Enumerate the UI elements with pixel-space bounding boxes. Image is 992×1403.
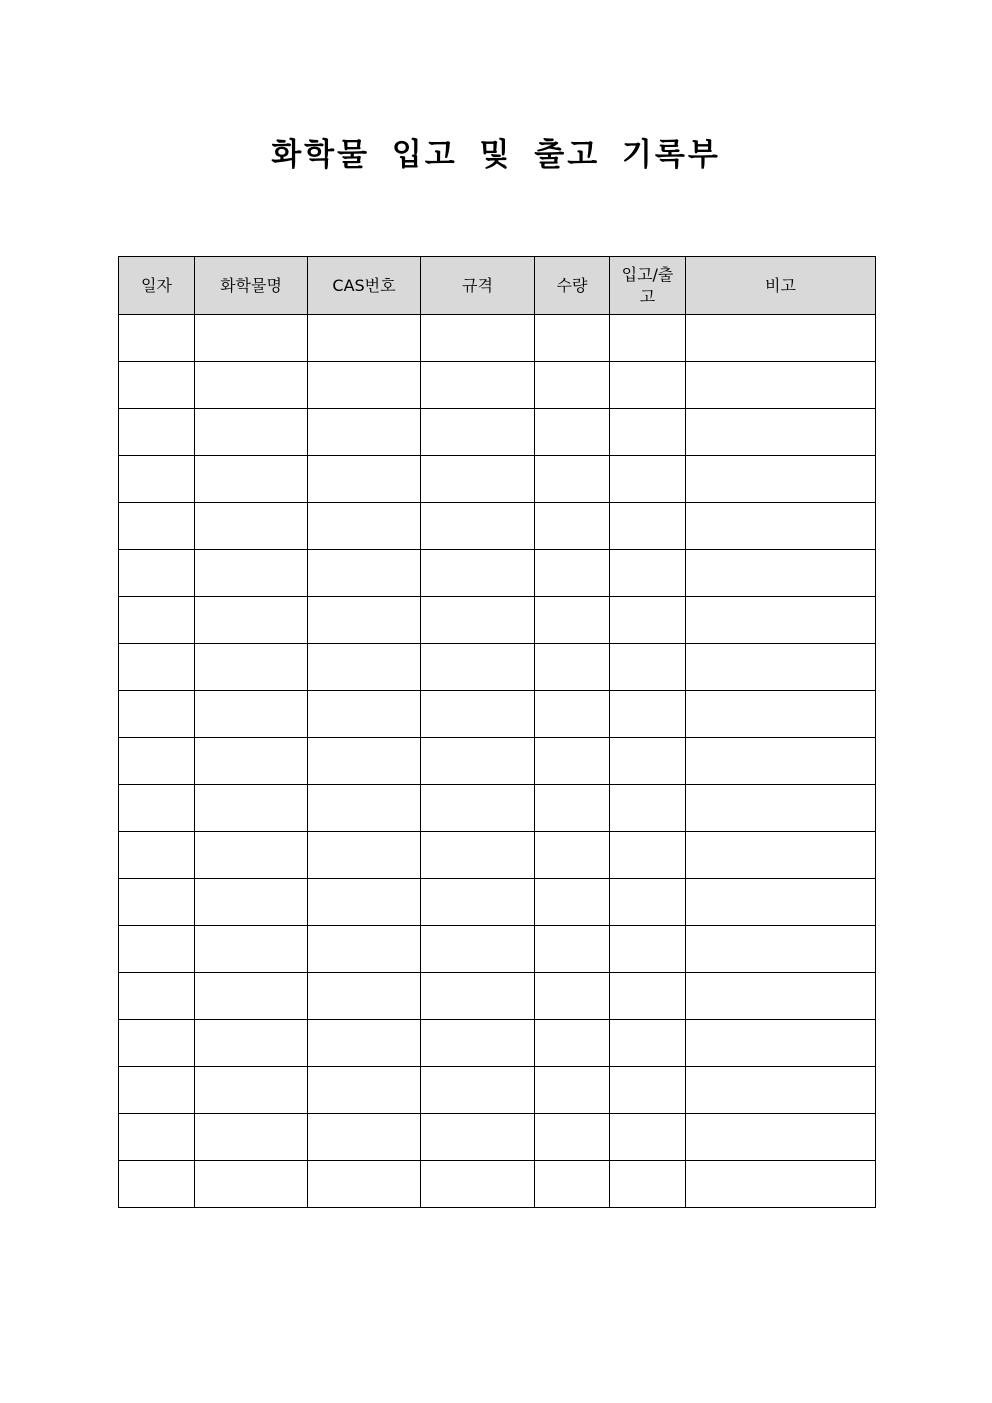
cell-chemical-name[interactable] [195,456,308,503]
cell-specification[interactable] [421,597,535,644]
cell-specification[interactable] [421,315,535,362]
cell-specification[interactable] [421,456,535,503]
cell-specification[interactable] [421,1161,535,1208]
cell-quantity[interactable] [535,691,610,738]
cell-cas-number[interactable] [308,973,421,1020]
cell-date[interactable] [119,1067,195,1114]
cell-specification[interactable] [421,738,535,785]
cell-cas-number[interactable] [308,1067,421,1114]
cell-cas-number[interactable] [308,785,421,832]
cell-specification[interactable] [421,1114,535,1161]
cell-remarks[interactable] [686,1161,876,1208]
cell-chemical-name[interactable] [195,315,308,362]
cell-chemical-name[interactable] [195,1114,308,1161]
table-row [119,973,876,1020]
cell-cas-number[interactable] [308,1114,421,1161]
cell-quantity[interactable] [535,644,610,691]
cell-quantity[interactable] [535,315,610,362]
cell-remarks[interactable] [686,315,876,362]
cell-date[interactable] [119,691,195,738]
table-row [119,785,876,832]
cell-cas-number[interactable] [308,409,421,456]
cell-quantity[interactable] [535,1067,610,1114]
cell-remarks[interactable] [686,503,876,550]
table-body [119,315,876,1208]
cell-in-out[interactable] [610,973,686,1020]
cell-date[interactable] [119,550,195,597]
cell-in-out[interactable] [610,550,686,597]
cell-remarks[interactable] [686,362,876,409]
cell-chemical-name[interactable] [195,879,308,926]
cell-quantity[interactable] [535,409,610,456]
header-date: 일자 [119,257,195,315]
cell-cas-number[interactable] [308,738,421,785]
cell-cas-number[interactable] [308,691,421,738]
cell-in-out[interactable] [610,1067,686,1114]
cell-in-out[interactable] [610,691,686,738]
cell-cas-number[interactable] [308,456,421,503]
cell-chemical-name[interactable] [195,550,308,597]
cell-quantity[interactable] [535,362,610,409]
cell-cas-number[interactable] [308,597,421,644]
cell-remarks[interactable] [686,832,876,879]
cell-in-out[interactable] [610,738,686,785]
table-row [119,738,876,785]
cell-quantity[interactable] [535,879,610,926]
cell-date[interactable] [119,644,195,691]
cell-remarks[interactable] [686,550,876,597]
cell-remarks[interactable] [686,785,876,832]
cell-quantity[interactable] [535,550,610,597]
table-row [119,832,876,879]
cell-in-out[interactable] [610,926,686,973]
header-in-out [610,257,686,315]
cell-specification[interactable] [421,785,535,832]
cell-in-out[interactable] [610,1020,686,1067]
table-header-row [119,257,876,315]
page-title: 화학물 입고 및 출고 기록부 [271,137,721,173]
cell-remarks[interactable] [686,973,876,1020]
cell-chemical-name[interactable] [195,409,308,456]
cell-date[interactable] [119,1020,195,1067]
cell-date[interactable] [119,503,195,550]
cell-cas-number[interactable] [308,362,421,409]
cell-date[interactable] [119,832,195,879]
cell-quantity[interactable] [535,832,610,879]
cell-cas-number[interactable] [308,832,421,879]
cell-in-out[interactable] [610,1161,686,1208]
cell-remarks[interactable] [686,597,876,644]
table-row [119,550,876,597]
table-row [119,362,876,409]
cell-quantity[interactable] [535,597,610,644]
cell-specification[interactable] [421,973,535,1020]
cell-quantity[interactable] [535,1114,610,1161]
cell-cas-number[interactable] [308,315,421,362]
cell-in-out[interactable] [610,456,686,503]
header-in-out-label: 입고/출고 [621,264,674,306]
cell-remarks[interactable] [686,1114,876,1161]
cell-date[interactable] [119,926,195,973]
cell-quantity[interactable] [535,456,610,503]
cell-quantity[interactable] [535,503,610,550]
cell-in-out[interactable] [610,362,686,409]
table-row [119,691,876,738]
cell-chemical-name[interactable] [195,362,308,409]
cell-specification[interactable] [421,1067,535,1114]
cell-chemical-name[interactable] [195,926,308,973]
cell-chemical-name[interactable] [195,832,308,879]
cell-date[interactable] [119,456,195,503]
table-row [119,1114,876,1161]
cell-specification[interactable] [421,550,535,597]
cell-quantity[interactable] [535,1161,610,1208]
cell-date[interactable] [119,409,195,456]
cell-remarks[interactable] [686,738,876,785]
cell-in-out[interactable] [610,1114,686,1161]
cell-date[interactable] [119,1114,195,1161]
cell-quantity[interactable] [535,926,610,973]
cell-quantity[interactable] [535,1020,610,1067]
cell-remarks[interactable] [686,691,876,738]
cell-specification[interactable] [421,503,535,550]
cell-remarks[interactable] [686,644,876,691]
header-chemical-name: 화학물명 [195,257,308,315]
cell-cas-number[interactable] [308,926,421,973]
table-row [119,879,876,926]
cell-in-out[interactable] [610,785,686,832]
cell-specification[interactable] [421,1020,535,1067]
cell-date[interactable] [119,1161,195,1208]
cell-in-out[interactable] [610,503,686,550]
cell-specification[interactable] [421,362,535,409]
table-row [119,315,876,362]
header-remarks: 비고 [686,257,876,315]
table-row [119,1067,876,1114]
table-row [119,503,876,550]
cell-date[interactable] [119,362,195,409]
cell-chemical-name[interactable] [195,644,308,691]
cell-in-out[interactable] [610,315,686,362]
table-row [119,644,876,691]
cell-specification[interactable] [421,879,535,926]
cell-specification[interactable] [421,832,535,879]
cell-in-out[interactable] [610,597,686,644]
cell-cas-number[interactable] [308,644,421,691]
cell-remarks[interactable] [686,1067,876,1114]
cell-remarks[interactable] [686,1020,876,1067]
cell-date[interactable] [119,879,195,926]
cell-date[interactable] [119,738,195,785]
cell-chemical-name[interactable] [195,785,308,832]
cell-chemical-name[interactable] [195,503,308,550]
cell-in-out[interactable] [610,832,686,879]
cell-in-out[interactable] [610,879,686,926]
table-row [119,926,876,973]
cell-quantity[interactable] [535,738,610,785]
table-row [119,409,876,456]
cell-cas-number[interactable] [308,1020,421,1067]
cell-cas-number[interactable] [308,1161,421,1208]
cell-date[interactable] [119,315,195,362]
cell-cas-number[interactable] [308,879,421,926]
chemical-record-table [118,256,876,1208]
cell-cas-number[interactable] [308,503,421,550]
cell-cas-number[interactable] [308,550,421,597]
cell-in-out[interactable] [610,409,686,456]
cell-date[interactable] [119,597,195,644]
cell-specification[interactable] [421,926,535,973]
cell-chemical-name[interactable] [195,1161,308,1208]
header-quantity: 수량 [535,257,610,315]
table-row [119,1020,876,1067]
cell-chemical-name[interactable] [195,597,308,644]
cell-specification[interactable] [421,409,535,456]
cell-specification[interactable] [421,691,535,738]
cell-specification[interactable] [421,644,535,691]
table-row [119,456,876,503]
cell-chemical-name[interactable] [195,1020,308,1067]
header-cas-number: CAS번호 [308,257,421,315]
cell-quantity[interactable] [535,973,610,1020]
cell-remarks[interactable] [686,879,876,926]
cell-remarks[interactable] [686,409,876,456]
header-specification: 규격 [421,257,535,315]
cell-chemical-name[interactable] [195,973,308,1020]
cell-chemical-name[interactable] [195,738,308,785]
cell-date[interactable] [119,973,195,1020]
cell-quantity[interactable] [535,785,610,832]
table-row [119,1161,876,1208]
cell-in-out[interactable] [610,644,686,691]
cell-chemical-name[interactable] [195,1067,308,1114]
cell-remarks[interactable] [686,926,876,973]
cell-date[interactable] [119,785,195,832]
cell-remarks[interactable] [686,456,876,503]
cell-chemical-name[interactable] [195,691,308,738]
table-row [119,597,876,644]
